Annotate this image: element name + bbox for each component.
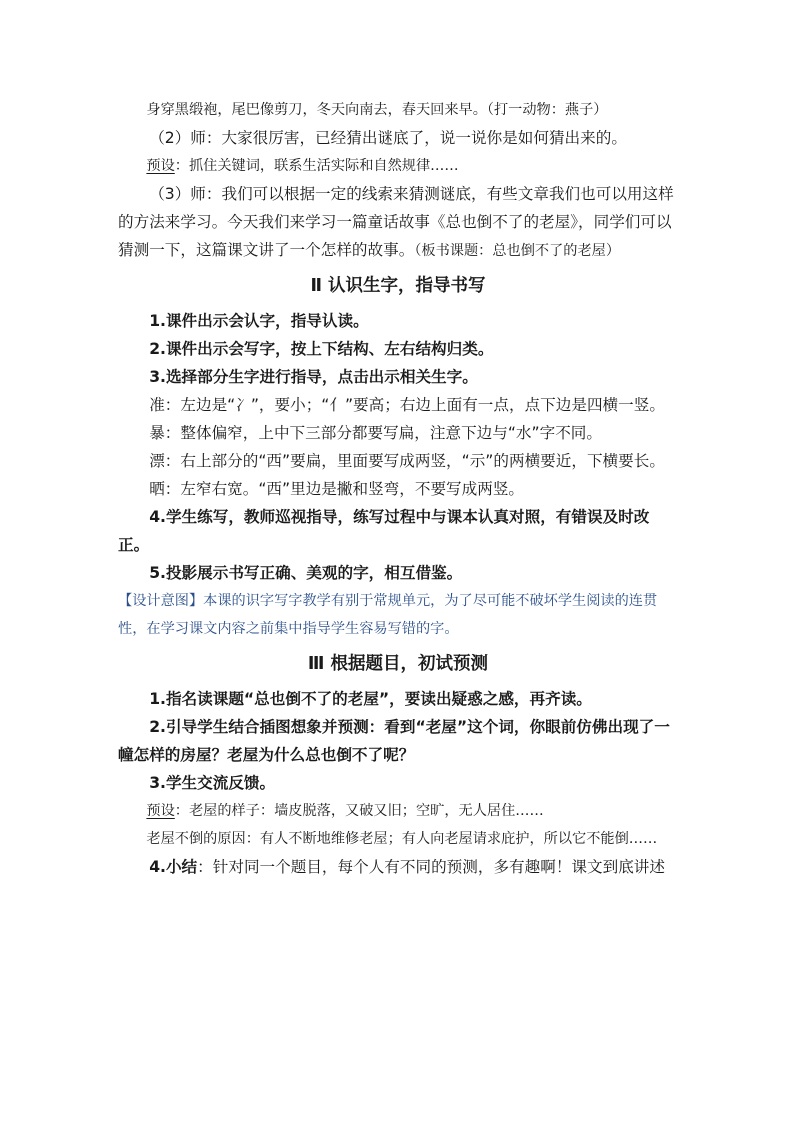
question-3: [118, 180, 678, 265]
question-3-note: （板书课题：总也倒不了的老屋）: [414, 243, 621, 259]
summary-label: 4.小结: [149, 858, 198, 876]
char-guide-shai: 晒：左窄右宽。“西”里边是撇和竖弯，不要写成两竖。: [149, 480, 525, 498]
section-2-item-3: 3.选择部分生字进行指导，点击出示相关生字。: [149, 368, 478, 386]
reason-line: 老屋不倒的原因：有人不断地维修老屋；有人向老屋请求庇护，所以它不能倒……: [146, 831, 658, 847]
char-guide-bao: 暴：整体偏窄，上中下三部分都要写扁，注意下边与“水”字不同。: [149, 424, 602, 442]
section-2-title: Ⅱ 认识生字，指导书写: [310, 276, 486, 296]
preset-text: ：抓住关键词，联系生活实际和自然规律……: [174, 158, 459, 174]
char-guide-piao: 漂：右上部分的“西”要扁，里面要写成两竖，“示”的两横要近，下横要长。: [149, 452, 665, 470]
section-2-item-4: 4.学生练写，教师巡视指导，练写过程中与课本认真对照，有错误及时改正。: [118, 508, 650, 554]
char-guide-zhun: 准：左边是“冫”，要小；“亻”要高；右边上面有一点，点下边是四横一竖。: [149, 396, 665, 414]
section-3-title: Ⅲ 根据题目，初试预测: [307, 654, 489, 674]
riddle-line: 身穿黑缎袍，尾巴像剪刀，冬天向南去，春天回来早。（打一动物：燕子）: [146, 102, 608, 118]
section-3-item-3: 3.学生交流反馈。: [149, 774, 276, 792]
section-2-item-1: 1.课件出示会认字，指导认读。: [149, 312, 369, 330]
preset-2-label: 预设: [146, 803, 175, 819]
section-3-item-1: 1.指名读课题“总也倒不了的老屋”，要读出疑惑之感，再齐读。: [149, 690, 592, 708]
summary-line: [118, 853, 678, 881]
preset-label: 预设: [146, 158, 175, 174]
section-2-item-5: 5.投影展示书写正确、美观的字，相互借鉴。: [149, 564, 463, 582]
design-intent: 【设计意图】本课的识字写字教学有别于常规单元，为了尽可能不破坏学生阅读的连贯性，在学习课文内容之前集中指导学生容易写错的字。: [118, 593, 658, 637]
document-content: [118, 96, 678, 881]
section-2-item-2: 2.课件出示会写字，按上下结构、左右结构归类。: [149, 340, 494, 358]
preset-2: [118, 797, 678, 825]
preset-1: [118, 152, 678, 180]
section-3-item-2: 2.引导学生结合插图想象并预测：看到“老屋”这个词，你眼前仿佛出现了一幢怎样的房屋？老屋为什么总也倒不了呢？: [118, 718, 670, 764]
question-3-main: （3）师：我们可以根据一定的线索来猜测谜底，有些文章我们也可以用这样的方法来学习。今天我们来学习一篇童话故事《总也倒不了的老屋》，同学们可以猜测一下，这篇课文讲了一个怎样的故事。: [118, 185, 674, 259]
summary-text: ：针对同一个题目，每个人有不同的预测，多有趣啊！课文到底讲述: [197, 858, 665, 876]
preset-2-text: ：老屋的样子：墙皮脱落，又破又旧；空旷，无人居住……: [174, 803, 544, 819]
question-2: （2）师：大家很厉害，已经猜出谜底了，说一说你是如何猜出来的。: [149, 129, 627, 147]
